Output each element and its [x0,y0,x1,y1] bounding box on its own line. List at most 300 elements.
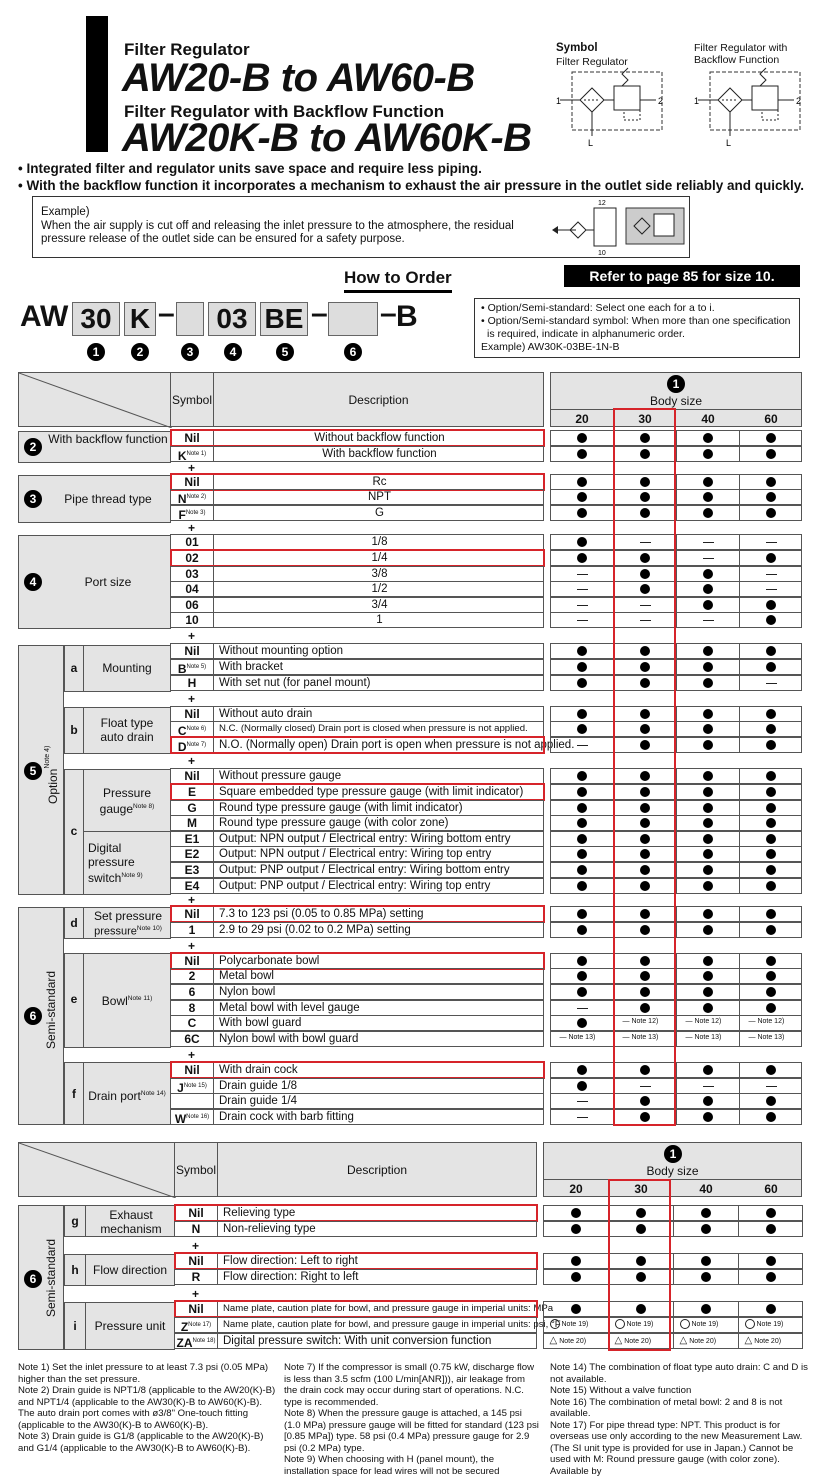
available-dot [766,553,776,563]
available-dot [577,433,587,443]
available-dot [577,1081,587,1091]
available-dot [701,1272,711,1282]
code-num-2: 2 [131,343,149,361]
row-symbol: Nil [188,1254,204,1268]
row-symbol: 10 [185,613,199,627]
note-16: Note 16) The combination of metal bowl: 2 and 8 is not available. [550,1396,783,1419]
available-dot [766,803,776,813]
sub-g-letter: g [64,1205,86,1237]
available-dot [703,909,713,919]
row-symbol-cell [170,643,214,659]
row-symbol-cell [170,505,214,521]
available-dot [571,1208,581,1218]
available-dot [577,508,587,518]
row-description: Non-relieving type [223,1223,316,1235]
available-dot [766,987,776,997]
sub-a-letter: a [64,645,84,692]
row-desc-cell [213,831,544,847]
code-option: BE [260,302,308,336]
size-circle: 1 [667,375,685,393]
highlight-box [170,736,545,754]
row-description: Output: NPN output / Electrical entry: Wiring top entry [219,848,492,860]
semi-vertical-label: Semi-standard [44,970,58,1050]
row-symbol: Nil [184,644,200,658]
circle-note: Note 19) [615,1319,654,1329]
available-dot [703,881,713,891]
row-symbol: 04 [185,582,199,596]
row-description: Without mounting option [219,645,344,657]
note-8: Note 8) When the pressure gauge is attached, a 145 psi (1.0 MPa) pressure gauge will be fitted for standard (123 psi [0.85 MPa]) type. 58 psi (0.4 MPa) pressure gauge for 2.9 psi (0.2 MPa) type. [284,1408,539,1454]
row-symbol: 06 [185,598,199,612]
available-dot [703,925,713,935]
available-dot [701,1256,711,1266]
row-symbol-cell [170,534,214,550]
row-desc-cell [213,534,544,550]
available-dot [571,1272,581,1282]
available-dot [577,1018,587,1028]
sub-i: Pressure unit [85,1302,175,1350]
available-dot [703,1065,713,1075]
code-semi [328,302,378,336]
how-to-order-heading: How to Order [344,268,452,293]
row-description: 1/8 [371,536,388,548]
row-desc-cell [213,878,544,894]
row-description: Nylon bowl with bowl guard [219,1033,359,1045]
row-symbol-cell [174,1333,218,1349]
row-description: NPT [368,491,391,503]
row-description: Output: PNP output / Electrical entry: Wiring top entry [219,880,491,892]
row-symbol: 2 [188,969,196,983]
row-description: Metal bowl with level gauge [219,1002,360,1014]
row-symbol-cell [170,1000,214,1016]
code-dash-3: – [380,297,397,330]
row-description: 3/8 [371,568,388,580]
available-dot [766,709,776,719]
row-symbol-cell [170,675,214,691]
triangle-note: △ Note 20) [679,1335,717,1346]
available-dot [766,724,776,734]
circle-note: Note 19) [680,1319,719,1329]
row-symbol-cell [170,1093,214,1109]
row-desc-cell [213,922,544,938]
semi-vertical-label-2: Semi-standard [44,1238,58,1318]
available-dot [703,662,713,672]
unavailable-dash [766,683,777,684]
row-desc-cell [213,675,544,691]
available-dot [703,803,713,813]
available-dot [577,787,587,797]
available-dot [766,1272,776,1282]
row-description: Drain cock with barb fitting [219,1111,354,1123]
row-desc-cell [217,1221,537,1237]
available-dot [766,646,776,656]
row-description: 1 [376,614,383,626]
available-dot [703,724,713,734]
available-dot [703,1112,713,1122]
row-desc-cell [213,968,544,984]
row-symbol: 1 [188,923,196,937]
available-dot [766,1112,776,1122]
available-dot [766,1065,776,1075]
row-description: With backflow function [322,448,437,460]
row-description: 7.3 to 123 psi (0.05 to 0.85 MPa) setting [219,908,424,920]
available-dot [703,433,713,443]
sub-d-letter: d [64,907,84,939]
available-dot [703,584,713,594]
size-30-highlight-2 [608,1179,671,1351]
code-dash-2: – [311,297,328,330]
title-line2: AW20-B to AW60-B [122,56,475,100]
available-dot [766,1096,776,1106]
row-description: Output: PNP output / Electrical entry: Wiring bottom entry [219,864,510,876]
available-dot [571,1304,581,1314]
row-desc-cell [217,1333,537,1349]
sub-e: Bowl$^{Note 11)}$ [83,953,171,1048]
unavailable-dash [766,542,777,543]
row-description: G [375,507,384,519]
plus-sign: + [188,1048,196,1062]
available-dot [703,449,713,459]
available-dot [766,1256,776,1266]
available-dot [577,803,587,813]
row-description: Without auto drain [219,708,313,720]
row-description: N.C. (Normally closed) Drain port is closed when pressure is not applied. [219,723,528,734]
svg-text:1: 1 [694,96,700,106]
row-description: Name plate, caution plate for bowl, and pressure gauge in imperial units: psi, °F [223,1319,561,1330]
available-dot [766,834,776,844]
row-desc-cell [213,984,544,1000]
available-dot [766,881,776,891]
row-desc-cell [217,1317,561,1333]
available-dot [701,1304,711,1314]
available-dot [766,492,776,502]
row-desc-cell [213,706,544,722]
code-backflow: K [124,302,156,336]
example-title: Example) [41,206,90,218]
symbol-sub1: Filter Regulator [556,56,628,68]
row-symbol-cell [170,489,214,505]
row-symbol: E3 [184,863,200,877]
available-dot [703,971,713,981]
row-symbol-cell [170,706,214,722]
note-dash: — Note 13) [748,1034,785,1041]
available-dot [703,849,713,859]
sub-e-letter: e [64,953,84,1048]
row-symbol-cell [174,1269,218,1285]
row-symbol: E2 [184,847,200,861]
row-desc-cell [213,1015,544,1031]
note-dash: — Note 13) [685,1034,722,1041]
available-dot [577,492,587,502]
triangle-note: △ Note 20) [744,1335,782,1346]
symbol-title: Symbol [556,42,598,54]
row-desc-cell [213,862,544,878]
available-dot [703,646,713,656]
code-suffix: B [396,300,418,333]
row-symbol-cell [174,1221,218,1237]
sub-h-letter: h [64,1254,86,1286]
available-dot [703,600,713,610]
group-backflow-label: With backflow function [48,432,168,446]
row-description: Without backflow function [314,432,445,444]
available-dot [766,1208,776,1218]
available-dot [577,909,587,919]
row-desc-cell [213,815,544,831]
note-dash: — Note 12) [748,1018,785,1025]
available-dot [577,646,587,656]
row-description: N.O. (Normally open) Drain port is open when pressure is not applied. [219,739,575,751]
row-symbol: 8 [188,1001,196,1015]
row-symbol-cell [170,800,214,816]
available-dot [703,569,713,579]
svg-text:2: 2 [658,96,664,106]
row-description: Round type pressure gauge (with color zone) [219,817,449,829]
row-desc-cell [213,1000,544,1016]
row-symbol-cell [170,968,214,984]
unavailable-dash [703,1086,714,1087]
available-dot [577,849,587,859]
row-desc-cell [213,1093,544,1109]
note-17: Note 17) For pipe thread type: NPT. This product is for overseas use only according to the new Measurement Law. (The SI unit type is provided for use in Japan.) Cannot be used with M: Round pressure gauge (with color zone). Available by [550,1419,803,1477]
plus-sign: + [192,1239,200,1253]
table2-symbol-header: Symbol [174,1142,218,1197]
group-num-2: 2 [24,438,42,456]
available-dot [766,818,776,828]
row-description: With drain cock [219,1064,298,1076]
available-dot [766,477,776,487]
option-note-box [474,298,800,358]
row-symbol-cell [170,815,214,831]
note-3: Note 3) Drain guide is G1/8 (applicable to the AW20(K)-B) and G1/4 (applicable to the AW30(K)-B to AW60(K)-B). [18,1431,264,1454]
row-symbol: H [187,676,197,690]
highlight-box [170,429,545,447]
row-symbol-cell [170,862,214,878]
sub-b-letter: b [64,707,84,754]
row-symbol-cell [170,581,214,597]
row-description: Without pressure gauge [219,770,342,782]
filter-regulator-symbol-icon [556,66,676,150]
table2-desc-header: Description [217,1142,537,1197]
sub-b: Float type auto drain [83,707,171,754]
available-dot [766,600,776,610]
available-dot [703,740,713,750]
plus-sign: + [188,629,196,643]
group-thread-label: Pipe thread type [64,492,152,506]
row-description: Rc [372,476,387,488]
row-description: Name plate, caution plate for bowl, and pressure gauge in imperial units: MPa [223,1303,554,1314]
row-symbol: $B^{Note 5)}$ [177,662,207,676]
row-symbol: $Z^{Note 17)}$ [180,1320,212,1334]
available-dot [577,662,587,672]
sub-f: Drain port$^{Note 14)}$ [83,1062,171,1125]
available-dot [703,834,713,844]
option-note-line2: • Option/Semi-standard symbol: When more than one specification is required, indicate in alphanumeric order. [481,315,791,340]
plus-sign: + [192,1287,200,1301]
row-desc-cell [213,581,544,597]
row-description: Relieving type [223,1207,296,1219]
row-symbol: Nil [188,1302,204,1316]
row-desc-cell [213,566,544,582]
row-description: Flow direction: Left to right [223,1255,358,1267]
row-desc-cell [213,1078,544,1094]
row-symbol: $K^{Note 1)}$ [177,449,207,463]
unavailable-dash [577,745,588,746]
row-desc-cell [213,846,544,862]
row-symbol-cell [170,846,214,862]
row-symbol: $ZA^{Note 18)}$ [176,1336,216,1350]
available-dot [703,865,713,875]
table1-symbol-header: Symbol [170,372,214,427]
notes-col-1 [18,1362,276,1454]
highlight-box [174,1252,538,1270]
sub-c1: Pressure gauge$^{Note 8)}$ [83,769,171,832]
available-dot [703,709,713,719]
svg-text:2: 2 [796,96,802,106]
row-symbol-cell [170,612,214,628]
row-description: With bracket [219,661,283,673]
highlight-box [174,1300,538,1318]
unavailable-dash [577,1008,588,1009]
row-symbol-cell [170,721,214,737]
row-symbol: E [187,785,196,799]
available-dot [577,834,587,844]
note-dash: — Note 13) [559,1034,596,1041]
row-symbol: Nil [188,1206,204,1220]
available-dot [703,477,713,487]
row-symbol: $J^{Note 15)}$ [177,1081,207,1095]
row-symbol: $D^{Note 7)}$ [177,740,207,754]
highlight-box [170,549,545,567]
row-symbol: 02 [185,551,199,565]
available-dot [577,449,587,459]
row-symbol-cell [170,446,214,462]
row-symbol-cell [170,1109,214,1125]
available-dot [766,956,776,966]
row-desc-cell [217,1269,537,1285]
svg-text:1: 1 [556,96,562,106]
code-body-size: 30 [72,302,120,336]
row-symbol: E1 [184,832,200,846]
sub-c2: Digital pressure switch$^{Note 9)}$ [83,831,171,895]
available-dot [577,925,587,935]
row-desc-cell [213,505,544,521]
row-symbol-cell [170,922,214,938]
row-description: Metal bowl [219,970,274,982]
available-dot [703,956,713,966]
svg-text:L: L [588,138,594,148]
option-note-line3: Example) AW30K-03BE-1N-B [481,341,620,353]
available-dot [577,477,587,487]
row-desc-cell [213,612,544,628]
available-dot [577,1065,587,1075]
plus-sign: + [188,692,196,706]
backflow-circuit-icon [546,198,688,256]
note-dash: — Note 12) [622,1018,659,1025]
available-dot [766,787,776,797]
row-desc-cell [213,659,544,675]
table2-size-header: 1 Body size 20 30 40 60 [543,1142,802,1197]
triangle-note: △ Note 20) [614,1335,652,1346]
code-num-1: 1 [87,343,105,361]
sub-i-letter: i [64,1302,86,1350]
circle-note: Note 19) [745,1319,784,1329]
unavailable-dash [766,1086,777,1087]
group-port-label: Port size [84,575,132,589]
available-dot [766,771,776,781]
row-description: Flow direction: Right to left [223,1271,359,1283]
available-dot [577,709,587,719]
highlight-box [174,1204,538,1222]
highlight-box [170,905,545,923]
sub-h: Flow direction [85,1254,175,1286]
note-2: Note 2) Drain guide is NPT1/8 (applicable to the AW20(K)-B) and NPT1/4 (applicable to the AW30(K)-B to AW60(K)-B). The auto drain port comes with ø3/8" One-touch fitting (applicable to the AW30(K)-B to AW60(K)-B). [18,1385,276,1431]
row-symbol: N [191,1222,201,1236]
code-num-6: 6 [344,343,362,361]
option-vertical-label: Option$^{Note 4)}$ [44,745,60,805]
notes-col-3 [550,1362,808,1477]
available-dot [577,865,587,875]
row-symbol-cell [170,878,214,894]
unavailable-dash [703,558,714,559]
available-dot [577,818,587,828]
row-symbol: E4 [184,879,200,893]
unavailable-dash [577,574,588,575]
notes-col-2 [284,1362,540,1477]
unavailable-dash [703,542,714,543]
code-prefix: AW [20,300,69,333]
available-dot [766,1304,776,1314]
row-description: Square embedded type pressure gauge (with limit indicator) [219,786,524,798]
available-dot [577,537,587,547]
row-description: Output: NPN output / Electrical entry: Wiring bottom entry [219,833,511,845]
available-dot [766,849,776,859]
note-9: Note 9) When choosing with H (panel mount), the installation space for lead wires will not be secured [284,1454,500,1477]
row-symbol-cell [170,1031,214,1047]
row-description: Digital pressure switch: With unit conversion function [223,1335,492,1347]
row-description: Drain guide 1/4 [219,1095,297,1107]
row-symbol: 01 [185,535,199,549]
available-dot [766,615,776,625]
row-desc-cell [213,489,544,505]
row-symbol: M [187,816,197,830]
note-dash: — Note 12) [685,1018,722,1025]
row-description: 3/4 [371,599,388,611]
available-dot [766,1003,776,1013]
available-dot [703,678,713,688]
unavailable-dash [577,589,588,590]
note-7: Note 7) If the compressor is small (0.75 kW, discharge flow is less than 3.5 scfm (100 L/min[ANR])), air leakage from the drain cock may occur during start of operations. N.C. type is recommended. [284,1362,535,1408]
title-line4: AW20K-B to AW60K-B [122,116,532,160]
available-dot [766,449,776,459]
available-dot [577,971,587,981]
row-symbol-cell [170,659,214,675]
available-dot [703,771,713,781]
title-bar [86,16,108,152]
row-symbol: Nil [184,954,200,968]
table1-desc-header: Description [213,372,544,427]
available-dot [701,1224,711,1234]
code-num-4: 4 [224,343,242,361]
refer-banner: Refer to page 85 for size 10. [564,265,800,287]
available-dot [703,492,713,502]
note-1: Note 1) Set the inlet pressure to at least 7.3 psi (0.05 MPa) higher than the set pressure. [18,1362,269,1385]
svg-text:L: L [726,138,732,148]
available-dot [766,865,776,875]
filter-regulator-backflow-symbol-icon [694,66,814,150]
row-description: Drain guide 1/8 [219,1080,297,1092]
plus-sign: + [188,893,196,907]
option-note-line1: • Option/Semi-standard: Select one each for a to i. [481,302,715,314]
